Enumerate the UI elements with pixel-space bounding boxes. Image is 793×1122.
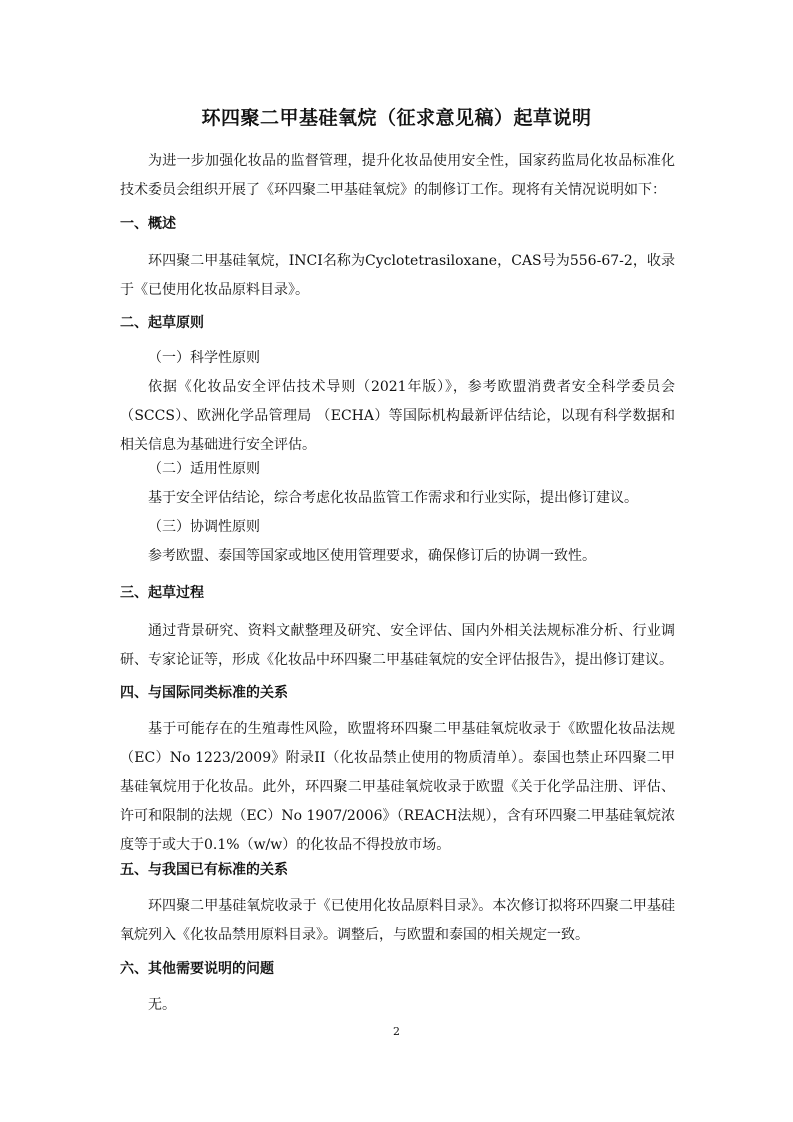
other-paragraph: 无。 [148,997,176,1013]
section-heading-process: 三、起草过程 [120,585,204,601]
subsection-title-scientific: （一）科学性原则 [148,350,260,366]
page-number: 2 [393,1025,400,1038]
international-paragraph: 基于可能存在的生殖毒性风险，欧盟将环四聚二甲基硅氧烷收录于《欧盟化妆品法规（EC）No 1223/2009》附录II（化妆品禁止使用的物质清单）。泰国也禁止环四聚二甲基硅氧烷用于化妆品。此外，环四聚二甲基硅氧烷收录于欧盟《关于化学品注册、评估、许可和限制的法规（EC）No 1907/2006》（REACH法规），含有环四聚二甲基硅氧烷浓度等于或大于0.1%（w/w）的化妆品不得投放市场。 [120,721,675,853]
section-heading-domestic: 五、与我国已有标准的关系 [120,862,288,878]
subsection-title-applicability: （二）适用性原则 [148,461,260,477]
domestic-paragraph: 环四聚二甲基硅氧烷收录于《已使用化妆品原料目录》。本次修订拟将环四聚二甲基硅氧烷列入《化妆品禁用原料目录》。调整后，与欧盟和泰国的相关规定一致。 [120,898,675,943]
section-heading-principles: 二、起草原则 [120,315,204,331]
scientific-paragraph: 依据《化妆品安全评估技术导则（2021年版）》，参考欧盟消费者安全科学委员会（SCCS）、欧洲化学品管理局 （ECHA）等国际机构最新评估结论，以现有科学数据和相关信息为基础进行安全评估。 [120,379,675,453]
subsection-title-coordination: （三）协调性原则 [148,519,260,535]
overview-paragraph: 环四聚二甲基硅氧烷，INCI名称为Cyclotetrasiloxane，CAS号为556-67-2，收录于《已使用化妆品原料目录》。 [120,253,675,298]
coordination-paragraph: 参考欧盟、泰国等国家或地区使用管理要求，确保修订后的协调一致性。 [148,548,596,564]
section-heading-international: 四、与国际同类标准的关系 [120,685,288,701]
intro-paragraph: 为进一步加强化妆品的监督管理，提升化妆品使用安全性，国家药监局化妆品标准化技术委员会组织开展了《环四聚二甲基硅氧烷》的制修订工作。现将有关情况说明如下： [120,153,675,198]
section-heading-overview: 一、概述 [120,216,176,232]
document-title: 环四聚二甲基硅氧烷（征求意见稿）起草说明 [201,107,592,129]
section-heading-other: 六、其他需要说明的问题 [120,961,274,977]
applicability-paragraph: 基于安全评估结论，综合考虑化妆品监管工作需求和行业实际，提出修订建议。 [148,490,638,506]
process-paragraph: 通过背景研究、资料文献整理及研究、安全评估、国内外相关法规标准分析、行业调研、专家论证等，形成《化妆品中环四聚二甲基硅氧烷的安全评估报告》，提出修订建议。 [120,623,675,668]
